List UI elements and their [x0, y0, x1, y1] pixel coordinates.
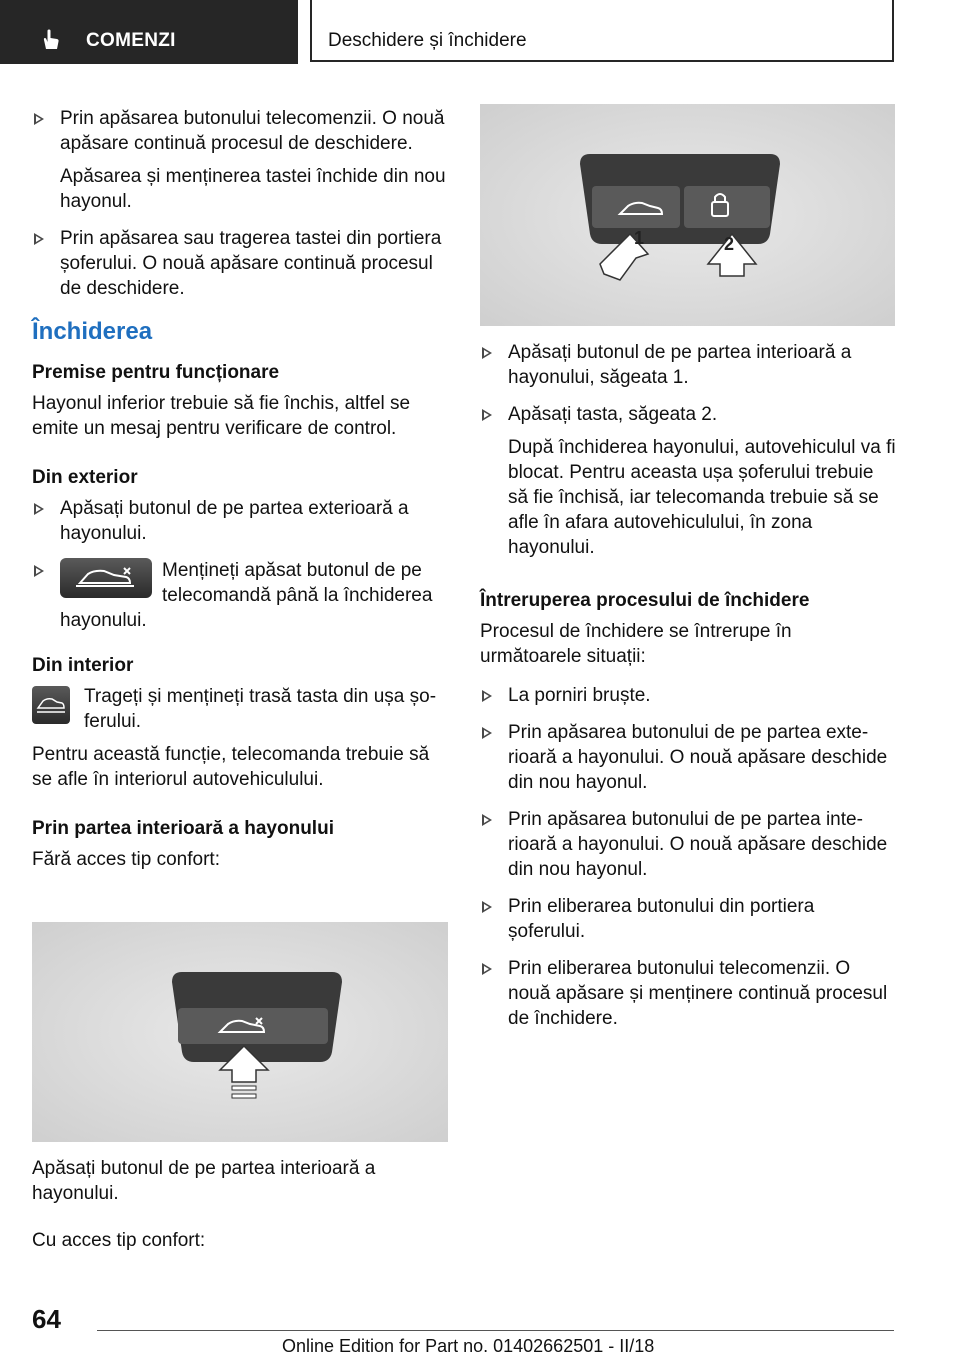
bullet-triangle-icon [482, 409, 492, 421]
list-item: Prin apăsarea sau tragerea tastei din portiera șoferului. O nouă apăsare continuă procesul de deschidere. [32, 226, 448, 301]
left-column-bottom [32, 1156, 448, 1259]
subheading: Din interior [32, 655, 134, 676]
list-item-note: Apăsarea și menținerea tastei închide din nou hayonul. [60, 166, 446, 212]
list-item: Prin eliberarea butonului telecomenzii. O nouă apăsare și menținere continuă procesul de închidere. [480, 956, 896, 1031]
bullet-triangle-icon [482, 347, 492, 359]
page-title: Deschidere și închidere [328, 30, 527, 51]
right-column [480, 340, 896, 1043]
hand-icon [40, 28, 62, 50]
bullet-triangle-icon [34, 503, 44, 515]
left-column [32, 106, 448, 878]
arrow-label-2: 2 [724, 234, 735, 254]
list-item: Apăsați butonul de pe partea exterioară a hayonului. [32, 496, 448, 546]
paragraph: Hayonul inferior trebuie să fie închis, altfel se emite un mesaj pentru verificare de control. [32, 393, 411, 439]
footer-edition: Online Edition for Part no. 01402662501 - II/18 [282, 1336, 655, 1356]
subheading: Prin partea interioară a hayonului [32, 818, 334, 839]
bullet-triangle-icon [482, 814, 492, 826]
subheading: Întreruperea procesului de închidere [480, 590, 810, 611]
bullet-triangle-icon [482, 727, 492, 739]
page-header [310, 0, 894, 62]
list-item-note: După închiderea hayonului, autovehiculul va fi blocat. Pentru aceasta ușa șoferului trebuie să fie închisă, iar telecomanda trebuie să se afle în afara autovehiculului, în zona hayonului. [508, 437, 896, 558]
list-item: Prin apăsarea butonului de pe partea exterioară a hayonului. O nouă apăsare deschide din nou hayonul. [480, 720, 896, 795]
paragraph: Pentru această funcție, telecomanda trebuie să se afle în interiorul autovehiculului. [32, 744, 430, 790]
arrow-label-1: 1 [634, 228, 645, 248]
footer-divider [97, 1330, 894, 1331]
paragraph: Cu acces tip confort: [32, 1230, 206, 1251]
tailgate-button-photo [32, 922, 448, 1142]
subheading: Din exterior [32, 467, 138, 488]
bullet-triangle-icon [482, 963, 492, 975]
list-item: Prin eliberarea butonului din portiera șoferului. [480, 894, 896, 944]
subheading: Premise pentru funcționare [32, 362, 280, 383]
section-label: COMENZI [86, 30, 176, 51]
paragraph: Apăsați butonul de pe partea interioară a hayonului. [32, 1158, 376, 1204]
page-number: 64 [32, 1304, 61, 1334]
bullet-triangle-icon [34, 233, 44, 245]
tailgate-key-icon [60, 558, 152, 598]
section-tab [0, 0, 298, 64]
section-heading: Închiderea [32, 318, 153, 345]
list-item: Mențineți apăsat butonul de pe telecomandă până la închiderea hayonului. [32, 558, 448, 633]
list-item: Apăsați tasta, săgeata 2. După închiderea hayonului, autovehiculul va fi blocat. Pentru aceasta ușa șoferului trebuie să fie închisă, iar telecomanda trebuie să se afle în afara autovehiculului, în zona hayonului. [480, 402, 896, 560]
list-item: Prin apăsarea butonului telecomenzii. O nouă apăsare continuă procesul de deschidere. Apăsarea și menținerea tastei închide din nou hayonul. [32, 106, 448, 214]
paragraph: Procesul de închidere se întrerupe în următoarele situații: [480, 621, 792, 667]
bullet-triangle-icon [482, 901, 492, 913]
bullet-triangle-icon [34, 565, 44, 577]
list-item: La porniri bruște. [480, 683, 896, 708]
bullet-triangle-icon [34, 113, 44, 125]
tailgate-key-icon [32, 686, 70, 724]
list-item: Apăsați butonul de pe partea interioară a hayonului, săgeata 1. [480, 340, 896, 390]
bullet-triangle-icon [482, 690, 492, 702]
paragraph: Fără acces tip confort: [32, 849, 220, 870]
list-item: Prin apăsarea butonului de pe partea interioară a hayonului. O nouă apăsare deschide din nou hayonul. [480, 807, 896, 882]
interior-note: Trageți și mențineți trasă tasta din ușa șoferului. [32, 684, 448, 734]
tailgate-buttons-photo [480, 104, 895, 326]
